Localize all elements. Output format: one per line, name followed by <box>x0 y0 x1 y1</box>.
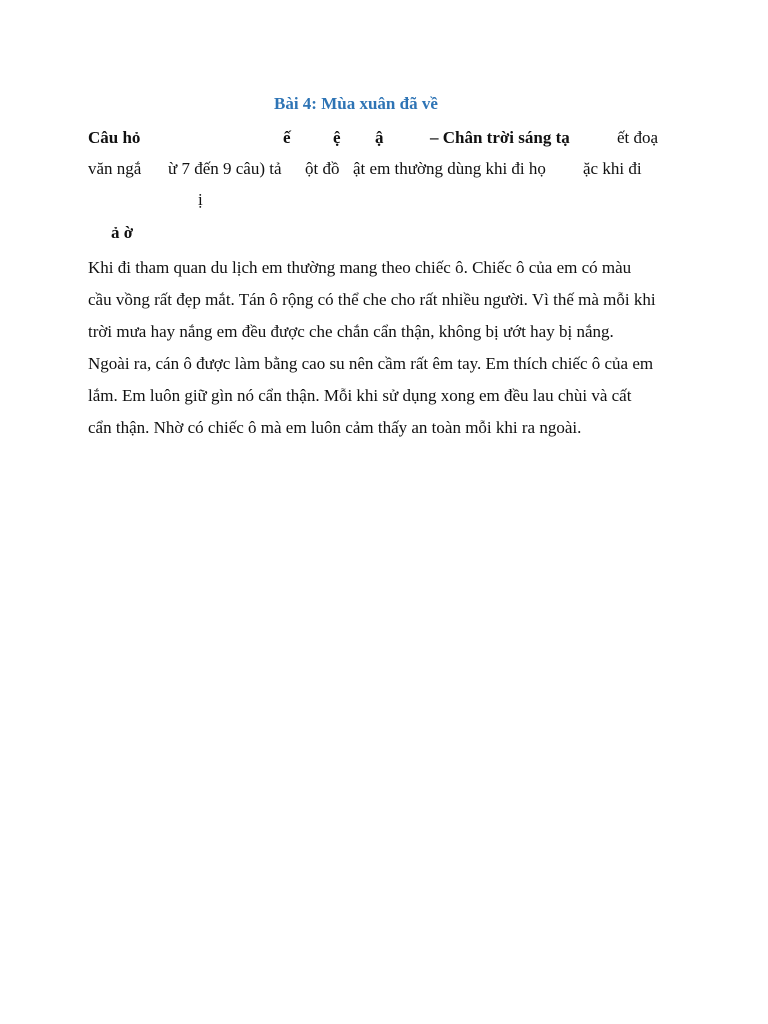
answer-label: ả ờ <box>111 223 134 242</box>
question-fragment: ặc khi đi <box>583 159 642 178</box>
document-title: Bài 4: Mùa xuân đã về <box>274 94 438 113</box>
answer-line: lắm. Em luôn giữ gìn nó cẩn thận. Mỗi khi sử dụng xong em đều lau chùi và cất <box>88 386 632 405</box>
answer-line: trời mưa hay nắng em đều được che chắn cẩn thận, không bị ướt hay bị nắng. <box>88 322 614 341</box>
question-fragment: – Chân trời sáng tạ <box>430 128 570 147</box>
answer-line: cầu vồng rất đẹp mắt. Tán ô rộng có thể che cho rất nhiều người. Vì thế mà mỗi khi <box>88 290 656 309</box>
question-fragment: ết đoạ <box>617 128 659 147</box>
question-fragment: ật em thường dùng khi đi họ <box>353 159 546 178</box>
question-fragment: ậ <box>375 128 384 147</box>
answer-paragraph <box>88 252 698 444</box>
question-fragment: ế <box>283 128 291 147</box>
question-fragment: ột đồ <box>305 159 340 178</box>
question-fragment: ị <box>198 190 203 209</box>
question-fragment: ệ <box>333 128 341 147</box>
question-fragment: văn ngắ <box>88 159 142 178</box>
answer-line: Khi đi tham quan du lịch em thường mang theo chiếc ô. Chiếc ô của em có màu <box>88 258 632 277</box>
answer-line: Ngoài ra, cán ô được làm bằng cao su nên cầm rất êm tay. Em thích chiếc ô của em <box>88 354 654 373</box>
answer-line: cẩn thận. Nhờ có chiếc ô mà em luôn cảm thấy an toàn mỗi khi ra ngoài. <box>88 418 582 437</box>
question-fragment: ừ 7 đến 9 câu) tả <box>168 159 282 178</box>
question-fragment: Câu hỏ <box>88 128 141 147</box>
